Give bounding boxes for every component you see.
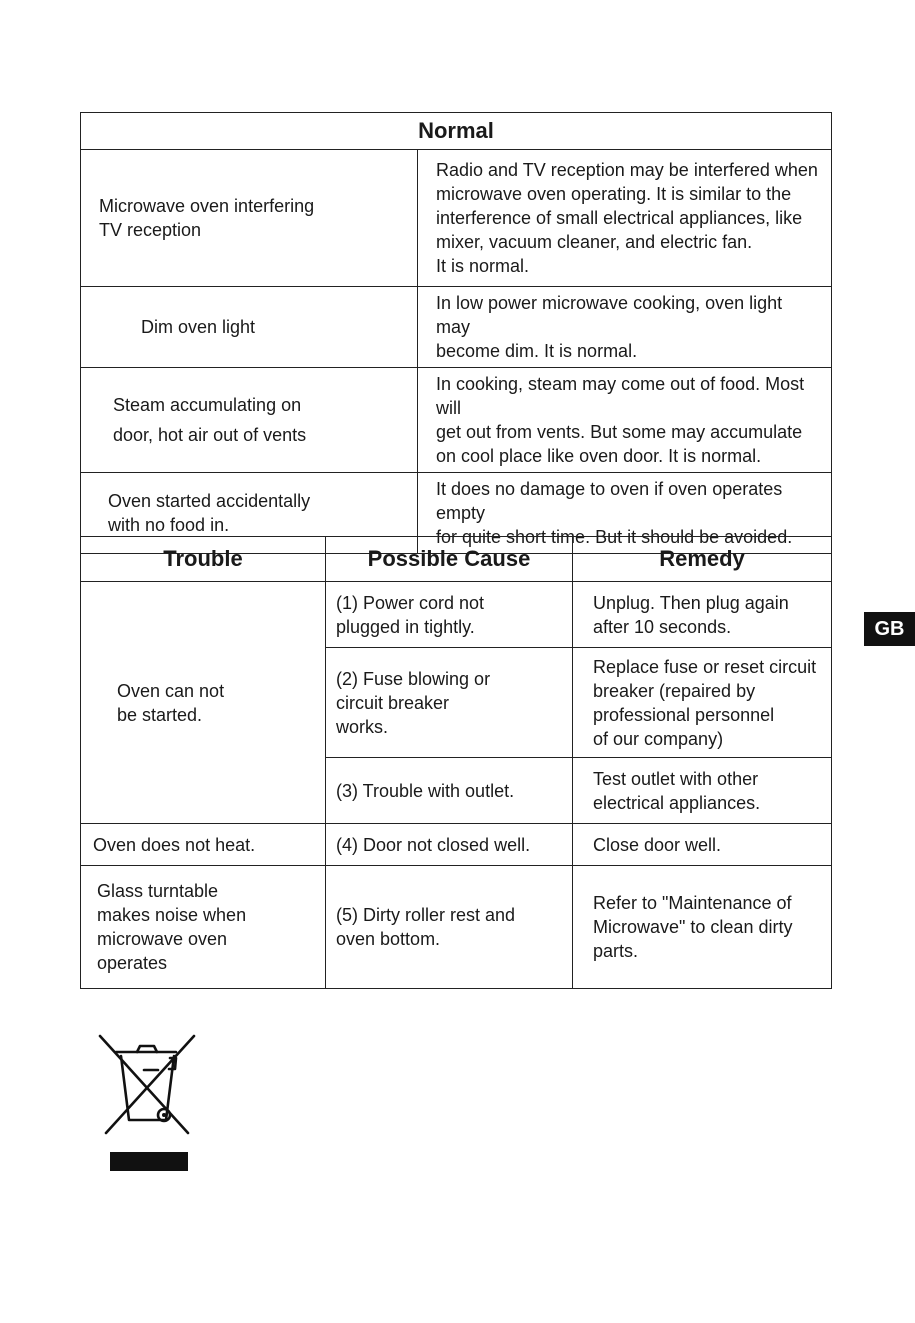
remedy-column-header: Remedy: [573, 537, 832, 582]
table-row: [81, 824, 832, 866]
trouble-cell: Glass turntable makes noise when microwave oven operates: [81, 866, 326, 989]
remedy-cell: Unplug. Then plug again after 10 seconds.: [573, 582, 832, 648]
table-row: [81, 866, 832, 989]
language-tab-gb: GB: [864, 612, 915, 646]
trouble-cell: Oven can not be started.: [81, 582, 326, 824]
explanation-cell: It does no damage to oven if oven operates empty for quite short time. But it should be avoided.: [418, 473, 832, 554]
cause-cell: (3) Trouble with outlet.: [326, 758, 573, 824]
trouble-cell: Oven does not heat.: [81, 824, 326, 866]
normal-table-header: Normal: [81, 113, 832, 150]
cause-cell: (2) Fuse blowing or circuit breaker works.: [326, 648, 573, 758]
remedy-cell: Close door well.: [573, 824, 832, 866]
troubleshooting-table: [80, 536, 832, 989]
symptom-cell: Steam accumulating on door, hot air out of vents: [81, 368, 418, 473]
cause-cell: (1) Power cord not plugged in tightly.: [326, 582, 573, 648]
table-row: [81, 150, 832, 287]
trouble-column-header: Trouble: [81, 537, 326, 582]
crossed-out-wheelie-bin-icon: [96, 1032, 200, 1172]
symptom-cell: Oven started accidentally with no food in.: [81, 473, 418, 554]
table-row: [81, 582, 832, 648]
remedy-cell: Refer to "Maintenance of Microwave" to clean dirty parts.: [573, 866, 832, 989]
cause-cell: (4) Door not closed well.: [326, 824, 573, 866]
symptom-cell: Microwave oven interfering TV reception: [81, 150, 418, 287]
normal-table-header-row: [81, 113, 832, 150]
normal-operation-table: [80, 112, 832, 554]
explanation-cell: Radio and TV reception may be interfered when microwave oven operating. It is similar to the interference of small electrical appliances, like mixer, vacuum cleaner, and electric fan. It is normal.: [418, 150, 832, 287]
symptom-cell: Dim oven light: [81, 287, 418, 368]
remedy-cell: Replace fuse or reset circuit breaker (repaired by professional personnel of our company): [573, 648, 832, 758]
table-row: [81, 368, 832, 473]
explanation-cell: In cooking, steam may come out of food. Most will get out from vents. But some may accumulate on cool place like oven door. It is normal.: [418, 368, 832, 473]
trouble-table-header-row: [81, 537, 832, 582]
explanation-cell: In low power microwave cooking, oven light may become dim. It is normal.: [418, 287, 832, 368]
cause-column-header: Possible Cause: [326, 537, 573, 582]
remedy-cell: Test outlet with other electrical appliances.: [573, 758, 832, 824]
cause-cell: (5) Dirty roller rest and oven bottom.: [326, 866, 573, 989]
table-row: [81, 287, 832, 368]
